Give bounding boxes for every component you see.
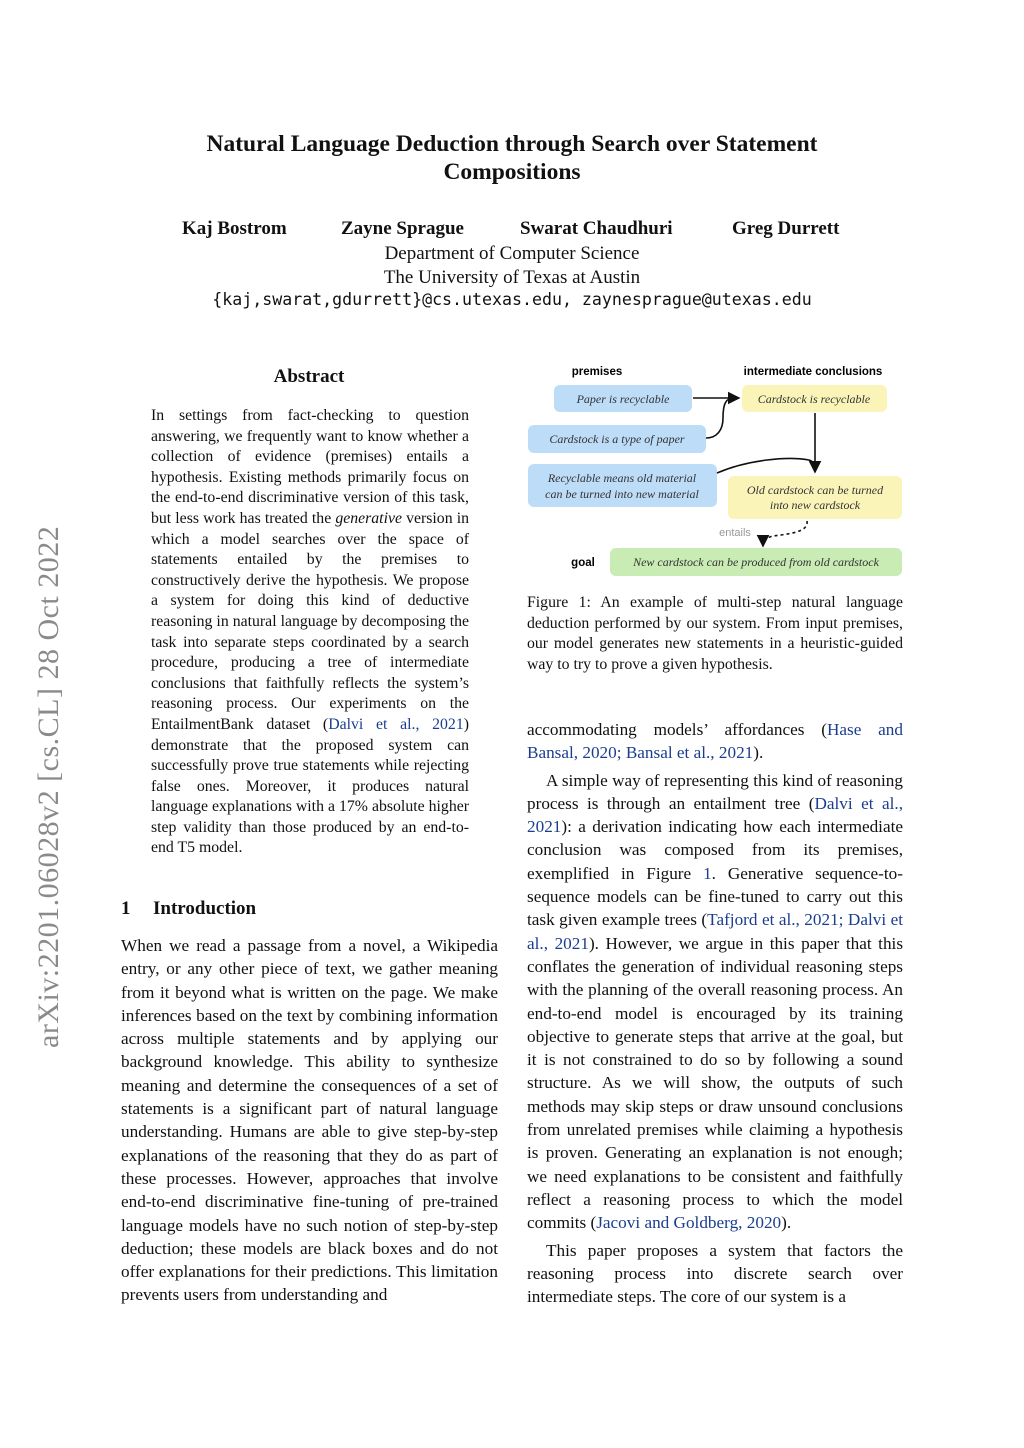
section-heading: [121, 898, 256, 920]
premise-3-text-line1: Recyclable means old material: [547, 471, 697, 485]
fig-label-intermediate: intermediate conclusions: [743, 366, 883, 378]
abstract-text-3: ) demonstrate that the proposed system can successfully prove true statements while rejecting false ones. Moreover, it produces natural language explanations with a 17% absolute higher step validity than those produced by an end-to-end T5 model.: [151, 715, 469, 857]
fig-label-entails: entails: [719, 527, 751, 539]
intro-right-column: [527, 718, 903, 1308]
arrow-premise3-to-inter2: [717, 459, 815, 473]
affiliation-university: The University of Texas at Austin: [383, 267, 641, 288]
title-line-1: Natural Language Deduction through Search over Statement: [206, 131, 818, 157]
premise-2-text: Cardstock is a type of paper: [549, 432, 685, 446]
author-4: Greg Durrett: [732, 218, 840, 239]
author-2: Zayne Sprague: [341, 218, 464, 239]
intermediate-1-text: Cardstock is recyclable: [757, 392, 871, 406]
text-run: ).: [753, 743, 764, 763]
citation-link[interactable]: Tafjord et al., 2021; Dalvi et al., 2021: [527, 910, 903, 953]
fig-label-goal: goal: [571, 557, 595, 569]
abstract-text-2: version in which a model searches over the space of statements entailed by the premises to constructively derive the hypothesis. We propose a system for doing this kind of deductive reasoning in natural language by decomposing the task into separate steps coordinated by a search procedure, producing a tree of intermediate conclusions that faithfully reflects the system’s reasoning process. Our experiments on the EntailmentBank dataset (: [151, 509, 469, 733]
figure-1-diagram: [527, 360, 905, 582]
arxiv-stamp-text: arXiv:2201.06028v2 [cs.CL] 28 Oct 2022: [32, 525, 65, 1048]
affiliation-department: Department of Computer Science: [384, 243, 640, 264]
citation-link[interactable]: Hase and Bansal, 2020; Bansal et al., 2021: [527, 720, 903, 763]
text-run: A simple way of representing this kind of reasoning process is through an entailment tree (: [527, 770, 903, 813]
entails-dashed-arrow: [763, 521, 807, 546]
section-title: Introduction: [153, 898, 257, 919]
premise-1-text: Paper is recyclable: [576, 392, 670, 406]
paragraph: This paper proposes a system that factors the reasoning process into discrete search over intermediate steps. The core of our system is a: [527, 1240, 903, 1307]
section-number: 1: [121, 898, 131, 919]
author-emails: {kaj,swarat,gdurrett}@cs.utexas.edu, zaynesprague@utexas.edu: [212, 290, 812, 309]
text-run: ). However, we argue in this paper that this conflates the generation of individual reasoning steps with the planning of the overall reasoning process. An end-to-end model is encouraged by its training objective to generate steps that arrive at the goal, but it is not constrained to do so by following a sound structure. As we will show, the outputs of such methods may skip steps or draw unsound conclusions from unrelated premises while claiming a hypothesis is proven. Generating an explanation is not enough; we need explanations to be consistent and faithfully reflect a reasoning process to which the model commits (: [527, 933, 904, 1233]
title-line-2: Compositions: [443, 159, 581, 185]
figure-1-caption: Figure 1: An example of multi-step natural language deduction performed by our system. From input premises, our model generates new statements in a heuristic-guided way to try to prove a given hypothesis.: [527, 594, 903, 673]
citation-link[interactable]: Jacovi and Goldberg, 2020: [596, 1213, 782, 1233]
author-3: Swarat Chaudhuri: [520, 218, 673, 239]
abstract-italic: generative: [335, 509, 402, 527]
premise-3-text-line2: can be turned into new material: [545, 487, 699, 501]
paragraph: [527, 718, 903, 765]
paper-title: [150, 130, 874, 186]
text-run: . Generative sequence-to-sequence models can be fine-tuned to carry out this task given example trees (: [527, 863, 903, 930]
intro-left-column: When we read a passage from a novel, a Wikipedia entry, or any other piece of text, we gather meaning from it beyond what is written on the page. We make inferences based on the text by combining information across multiple statements and by applying our background knowledge. This ability to synthesize meaning and determine the consequences of a set of statements is a significant part of natural language understanding. Humans are able to give step-by-step explanations of the reasoning that they do as part of these processes. However, approaches that involve end-to-end discriminative fine-tuning of pre-trained language models have no such notion of step-by-step deduction; these models are black boxes and do not offer explanations for their predictions. This limitation prevents users from understanding and: [121, 936, 498, 1305]
citation-link[interactable]: Dalvi et al., 2021: [328, 715, 464, 733]
text-run: ).: [781, 1213, 792, 1233]
abstract-heading: Abstract: [273, 366, 345, 387]
arrow-premise2-to-inter1: [706, 398, 733, 438]
arxiv-stamp: [24, 458, 64, 1048]
abstract-text-1: In settings from fact-checking to question answering, we frequently want to know whether a collection of evidence (premises) entails a hypothesis. Existing methods primarily focus on the end-to-end discriminative version of this task, but less work has treated the: [151, 407, 469, 527]
goal-text: New cardstock can be produced from old cardstock: [633, 555, 879, 569]
figure-ref-link[interactable]: 1: [703, 863, 712, 883]
abstract-body: [151, 406, 469, 859]
citation-link[interactable]: Dalvi et al., 2021: [527, 793, 903, 837]
text-run: accommodating models’ affordances (: [527, 720, 827, 739]
intermediate-2-text-line1: Old cardstock can be turned: [746, 483, 884, 497]
text-run: ): a derivation indicating how each intermediate conclusion was composed from its premises, exemplified in Figure: [527, 817, 903, 883]
paragraph: [527, 769, 903, 1235]
fig-label-premises: premises: [571, 366, 623, 378]
intermediate-2-text-line2: into new cardstock: [769, 498, 861, 512]
author-1: Kaj Bostrom: [182, 218, 287, 239]
